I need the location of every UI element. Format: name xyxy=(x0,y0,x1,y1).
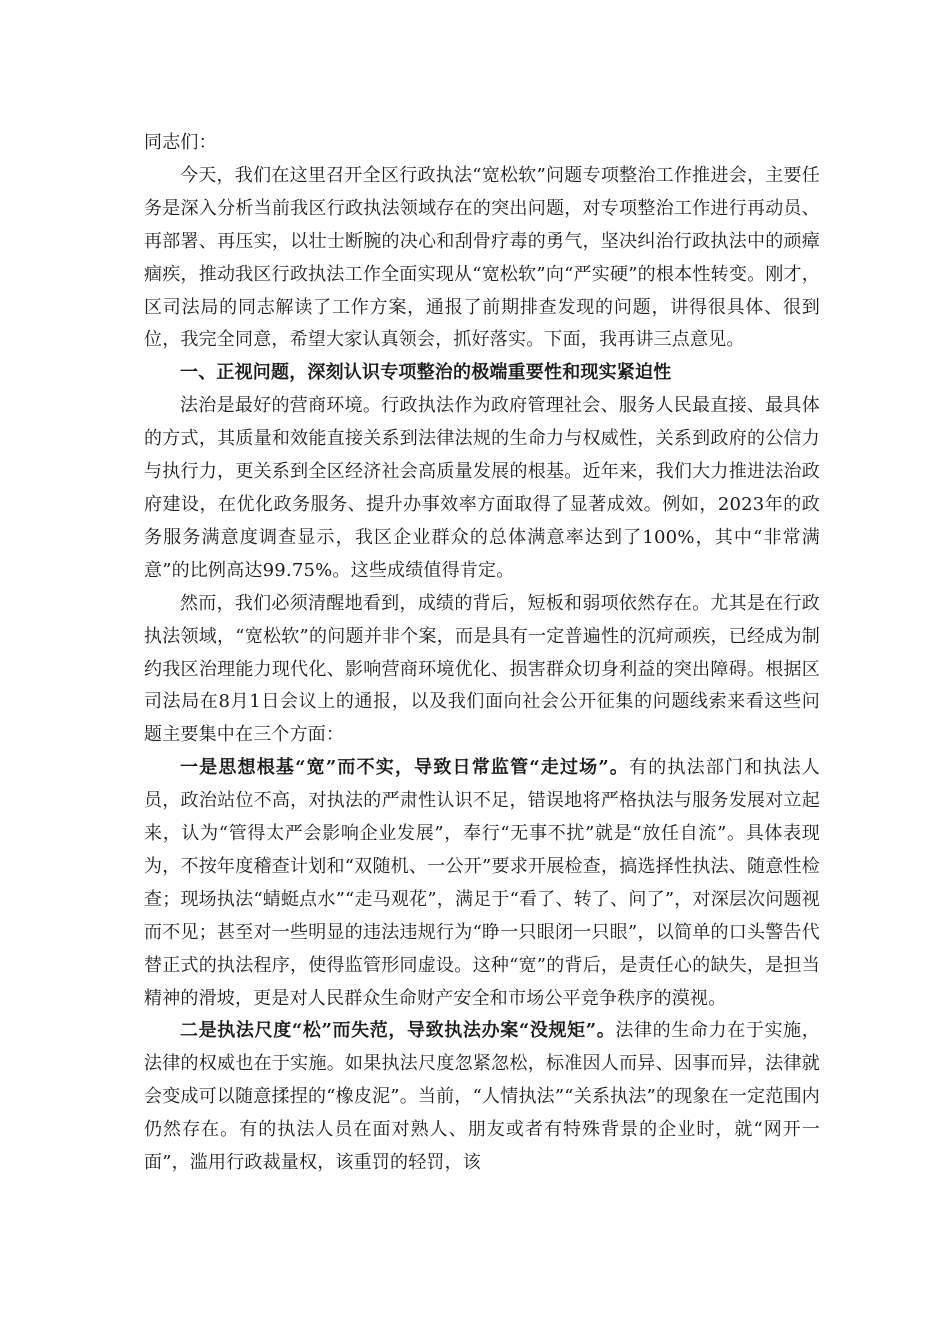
section-heading-1: 一、正视问题，深刻认识专项整治的极端重要性和现实紧迫性 xyxy=(180,362,672,384)
salutation: 同志们： xyxy=(144,132,217,153)
point-one-lead: 一是思想根基“宽”而不实，导致日常监管“走过场”。 xyxy=(180,757,630,779)
paragraph-opening: 今天，我们在这里召开全区行政执法“宽松软”问题专项整治工作推进会，主要任务是深入分析当前我区行政执法领域存在的突出问题，对专项整治工作进行再动员、再部署、再压实，以壮士断腕的决心和刮骨疗毒的勇气，坚决纠治行政执法中的顽瘴痼疾，推动我区行政执法工作全面实现从“宽松软”向“严实硬”的根本性转变。刚才，区司法局的同志解读了工作方案，通报了前期排查发现的问题，讲得很具体、很到位，我完全同意，希望大家认真领会，抓好落实。下面，我再讲三点意见。 xyxy=(144,164,820,351)
paragraph-rule-of-law: 法治是最好的营商环境。行政执法作为政府管理社会、服务人民最直接、最具体的方式，其质量和效能直接关系到法律法规的生命力与权威性，关系到政府的公信力与执行力，更关系到全区经济社会高质量发展的根基。近年来，我们大力推进法治政府建设，在优化政务服务、提升办事效率方面取得了显著成效。例如，2023年的政务服务满意度调查显示，我区企业群众的总体满意率达到了100%，其中“非常满意”的比例高达99.75%。这些成绩值得肯定。 xyxy=(144,395,820,581)
paragraph-shortcomings: 然而，我们必须清醒地看到，成绩的背后，短板和弱项依然存在。尤其是在行政执法领域，“宽松软”的问题并非个案，而是具有一定普遍性的沉疴顽疾，已经成为制约我区治理能力现代化、影响营商环境优化、损害群众切身利益的突出障碍。根据区司法局在8月1日会议上的通报，以及我们面向社会公开征集的问题线索来看这些问题主要集中在三个方面： xyxy=(144,592,820,746)
paragraph-point-one xyxy=(144,752,820,1015)
point-two-lead: 二是执法尺度“松”而失范，导致执法办案“没规矩”。 xyxy=(180,1020,616,1042)
point-one-body: 有的执法部门和执法人员，政治站位不高，对执法的严肃性认识不足，错误地将严格执法与服务发展对立起来，认为“管得太严会影响企业发展”，奉行“无事不扰”就是“放任自流”。具体表现为，不按年度稽查计划和“双随机、一公开”要求开展检查，搞选择性执法、随意性检查；现场执法“蜻蜓点水”“走马观花”，满足于“看了、转了、问了”，对深层次问题视而不见；甚至对一些明显的违法违规行为“睁一只眼闭一只眼”，以简单的口头警告代替正式的执法程序，使得监管形同虚设。这种“宽”的背后，是责任心的缺失，是担当精神的滑坡，更是对人民群众生命财产安全和市场公平竞争秩序的漠视。 xyxy=(144,757,820,1009)
document-body xyxy=(144,127,820,1180)
paragraph-point-two xyxy=(144,1015,820,1180)
point-two-body: 法律的生命力在于实施，法律的权威也在于实施。如果执法尺度忽紧忽松，标准因人而异、因事而异，法律就会变成可以随意揉捏的“橡皮泥”。当前，“人情执法”“关系执法”的现象在一定范围内仍然存在。有的执法人员在面对熟人、朋友或者有特殊背景的企业时，就“网开一面”，滥用行政裁量权，该重罚的轻罚，该 xyxy=(144,1020,820,1174)
